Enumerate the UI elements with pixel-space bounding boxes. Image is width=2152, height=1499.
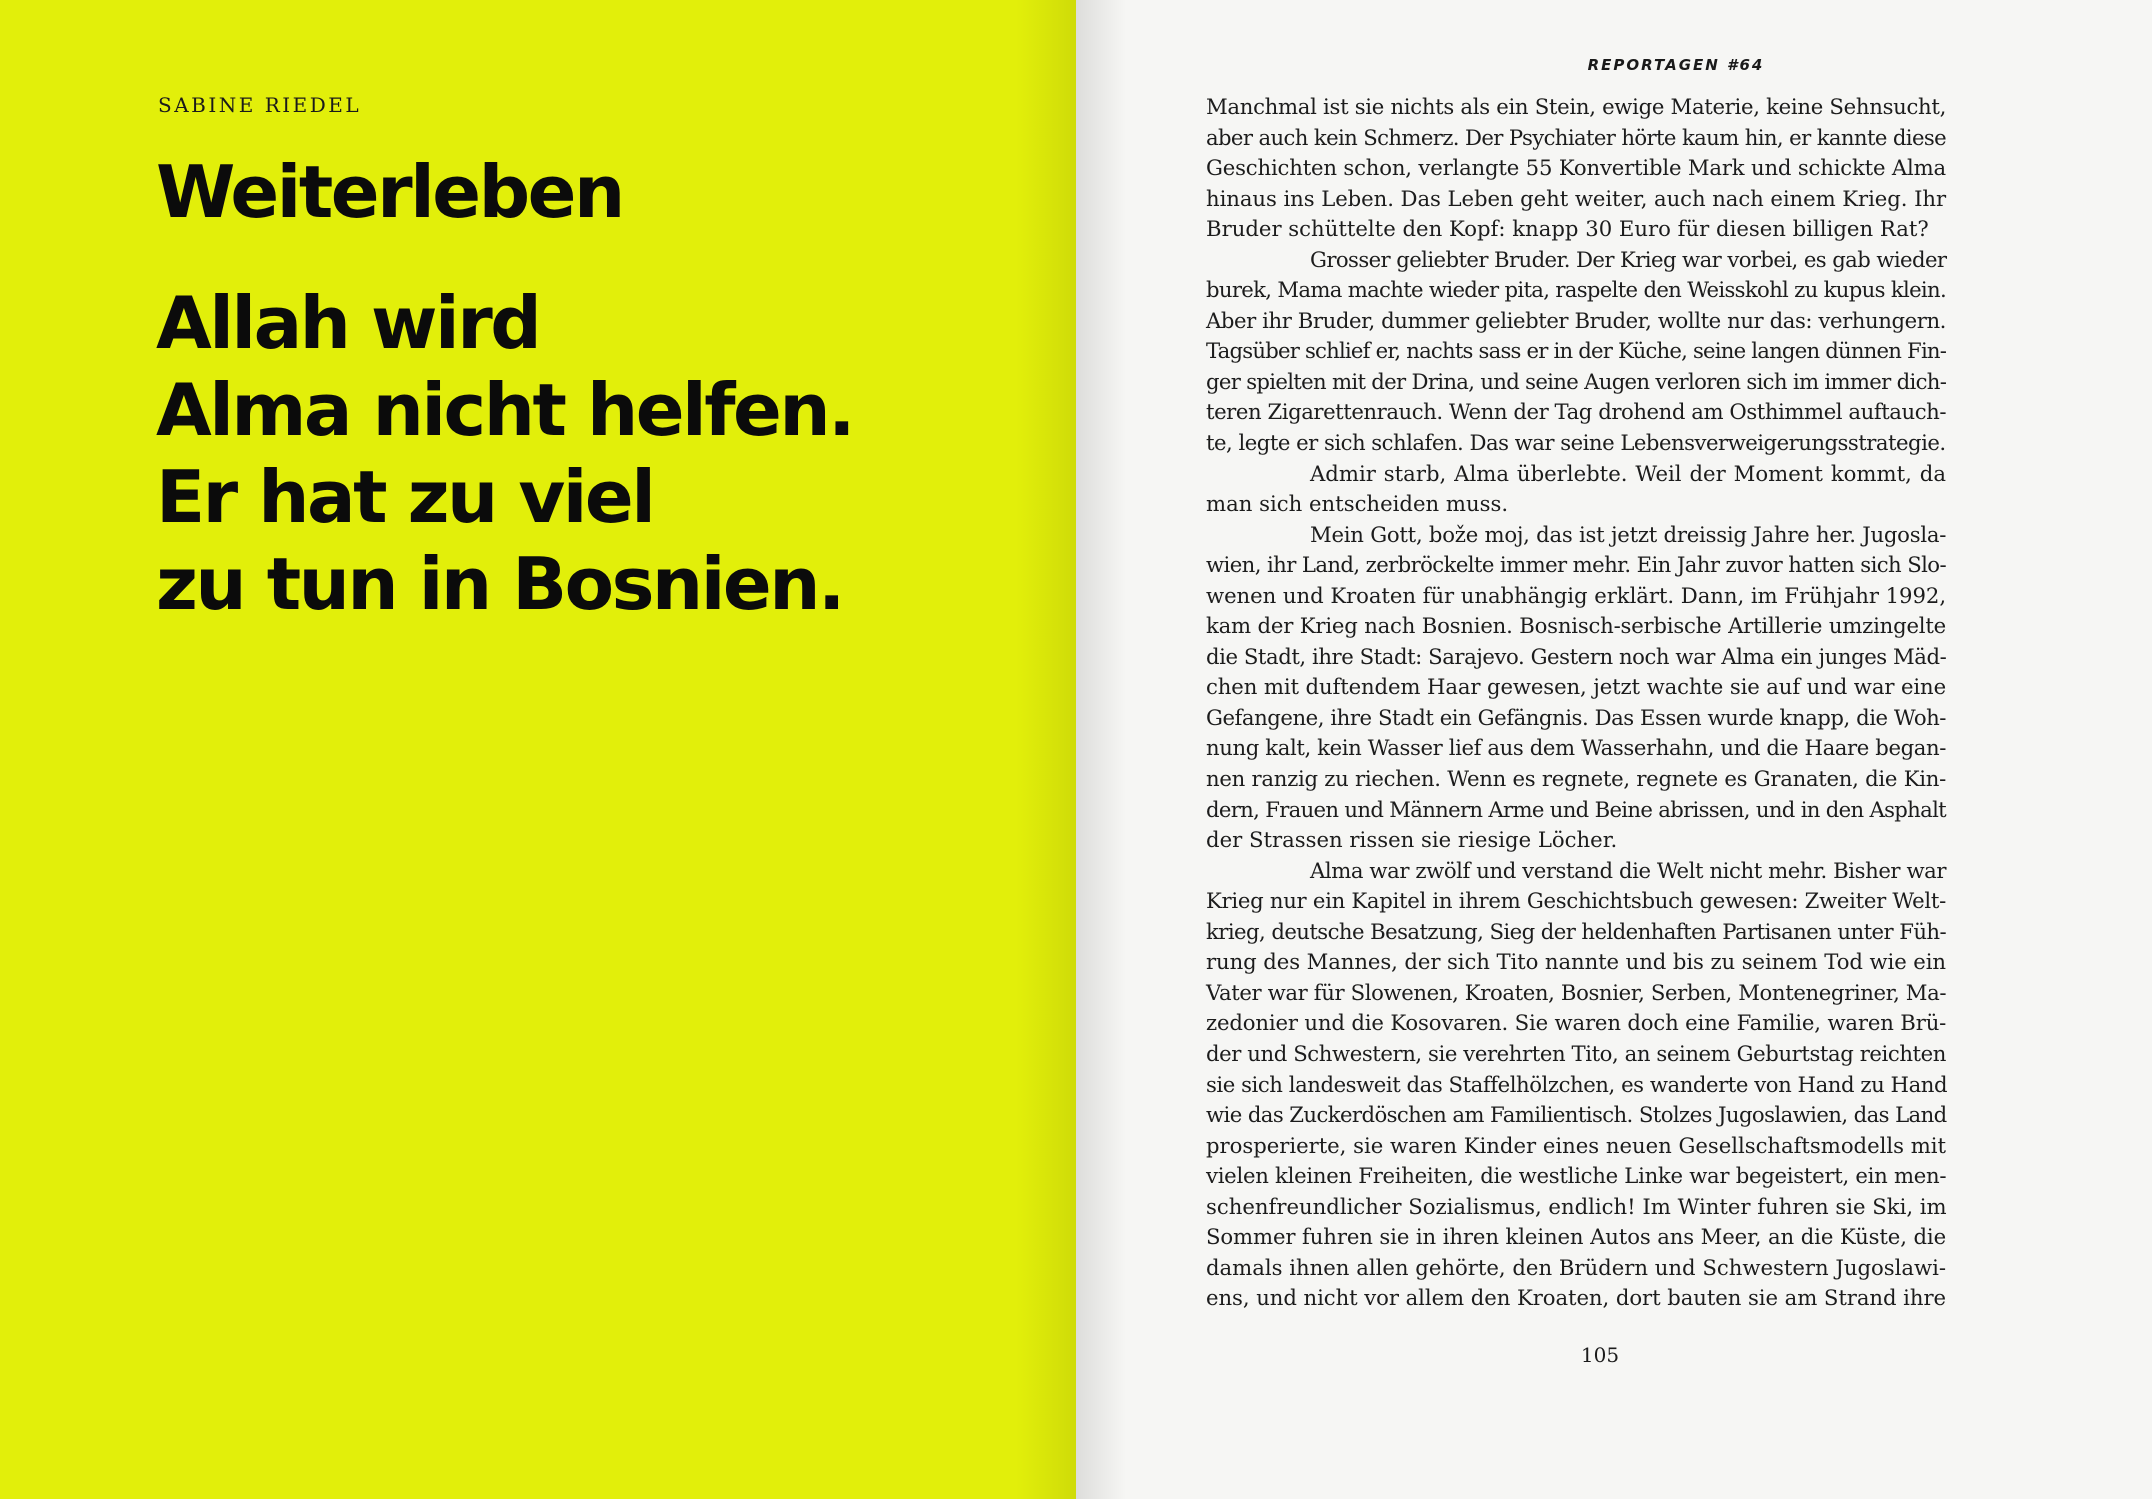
body-line: vielen kleinen Freiheiten, die westliche Linke war begeistert, ein men- — [1206, 1163, 1947, 1189]
body-line: wie das Zuckerdöschen am Familientisch. Stolzes Jugoslawien, das Land — [1206, 1102, 1947, 1128]
running-head-text: REPORTAGEN #64 — [1587, 56, 1765, 74]
body-line: nung kalt, kein Wasser lief aus dem Wasserhahn, und die Haare began- — [1206, 735, 1946, 761]
body-line: zedonier und die Kosovaren. Sie waren doch eine Familie, waren Brü- — [1206, 1010, 1947, 1036]
body-line: Gefangene, ihre Stadt ein Gefängnis. Das Essen wurde knapp, die Woh- — [1206, 704, 1946, 730]
body-line: rung des Mannes, der sich Tito nannte und bis zu seinem Tod wie ein — [1206, 949, 1946, 975]
body-line: ger spielten mit der Drina, und seine Augen verloren sich im immer dich- — [1206, 368, 1947, 394]
gutter-shadow — [1016, 0, 1076, 1499]
author-name: SABINE RIEDEL — [158, 93, 362, 117]
body-line: wenen und Kroaten für unabhängig erklärt. Dann, im Frühjahr 1992, — [1206, 582, 1946, 608]
body-line: der Strassen rissen sie riesige Löcher. — [1206, 827, 1618, 853]
body-line: prosperierte, sie waren Kinder eines neuen Gesellschaftsmodells mit — [1206, 1132, 1946, 1158]
body-line: Vater war für Slowenen, Kroaten, Bosnier, Serben, Montenegriner, Ma- — [1206, 979, 1947, 1005]
article-title: Weiterleben — [156, 150, 623, 234]
body-line: Geschichten schon, verlangte 55 Konvertible Mark und schickte Alma — [1206, 155, 1946, 181]
body-line: Admir starb, Alma überlebte. Weil der Moment kommt, da — [1310, 460, 1946, 486]
body-line: schenfreundlicher Sozialismus, endlich! Im Winter fuhren sie Ski, im — [1206, 1193, 1947, 1219]
gutter-shadow — [1076, 0, 1126, 1499]
subtitle-line: zu tun in Bosnien. — [156, 542, 843, 626]
body-line: Alma war zwölf und verstand die Welt nicht mehr. Bisher war — [1310, 857, 1947, 883]
body-line: der und Schwestern, sie verehrten Tito, an seinem Geburtstag reichten — [1206, 1040, 1946, 1066]
body-line: krieg, deutsche Besatzung, Sieg der heldenhaften Partisanen unter Füh- — [1206, 918, 1947, 944]
body-line: chen mit duftendem Haar gewesen, jetzt wachte sie auf und war eine — [1206, 674, 1946, 700]
body-paragraph — [1206, 856, 1946, 1314]
body-line: wien, ihr Land, zerbröckelte immer mehr. Ein Jahr zuvor hatten sich Slo- — [1206, 552, 1947, 578]
body-line: Aber ihr Bruder, dummer geliebter Bruder, wollte nur das: verhungern. — [1206, 307, 1946, 333]
body-line: nen ranzig zu riechen. Wenn es regnete, regnete es Granaten, die Kin- — [1206, 766, 1946, 792]
body-line: die Stadt, ihre Stadt: Sarajevo. Gestern noch war Alma ein junges Mäd- — [1206, 643, 1947, 669]
body-line: sie sich landesweit das Staffelhölzchen, es wanderte von Hand zu Hand — [1206, 1071, 1948, 1097]
article-body — [1206, 92, 1946, 1314]
body-paragraph — [1206, 245, 1946, 459]
body-line: Grosser geliebter Bruder. Der Krieg war vorbei, es gab wieder — [1310, 246, 1947, 272]
body-line: man sich entscheiden muss. — [1206, 491, 1509, 517]
article-subtitle — [156, 280, 1036, 628]
body-line: aber auch kein Schmerz. Der Psychiater hörte kaum hin, er kannte diese — [1206, 124, 1946, 150]
body-line: Sommer fuhren sie in ihren kleinen Autos ans Meer, an die Küste, die — [1206, 1224, 1946, 1250]
subtitle-line: Allah wird — [156, 281, 540, 365]
body-line: Bruder schüttelte den Kopf: knapp 30 Euro für diesen billigen Rat? — [1206, 216, 1929, 242]
body-paragraph — [1206, 92, 1946, 245]
body-line: burek, Mama machte wieder pita, raspelte den Weisskohl zu kupus klein. — [1206, 277, 1946, 303]
body-paragraph — [1206, 520, 1946, 856]
subtitle-line: Alma nicht helfen. — [156, 368, 853, 452]
body-line: hinaus ins Leben. Das Leben geht weiter, auch nach einem Krieg. Ihr — [1206, 185, 1947, 211]
body-line: Krieg nur ein Kapitel in ihrem Geschichtsbuch gewesen: Zweiter Welt- — [1206, 888, 1946, 914]
body-paragraph — [1206, 459, 1946, 520]
body-line: kam der Krieg nach Bosnien. Bosnisch-serbische Artillerie umzingelte — [1206, 613, 1946, 639]
body-line: Manchmal ist sie nichts als ein Stein, ewige Materie, keine Sehnsucht, — [1206, 94, 1947, 119]
body-line: teren Zigarettenrauch. Wenn der Tag drohend am Osthimmel auftauch- — [1206, 399, 1947, 425]
body-line: Tagsüber schlief er, nachts sass er in der Küche, seine langen dünnen Fin- — [1206, 338, 1947, 364]
body-line: ens, und nicht vor allem den Kroaten, dort bauten sie am Strand ihre — [1206, 1285, 1946, 1311]
page-number: 105 — [1580, 1343, 1620, 1367]
body-line: te, legte er sich schlafen. Das war seine Lebensverweigerungsstrategie. — [1206, 430, 1946, 456]
body-line: dern, Frauen und Männern Arme und Beine abrissen, und in den Asphalt — [1206, 796, 1946, 822]
body-line: Mein Gott, bože moj, das ist jetzt dreissig Jahre her. Jugosla- — [1310, 521, 1947, 547]
body-line: damals ihnen allen gehörte, den Brüdern und Schwestern Jugoslawi- — [1206, 1254, 1946, 1280]
subtitle-line: Er hat zu viel — [156, 455, 654, 539]
